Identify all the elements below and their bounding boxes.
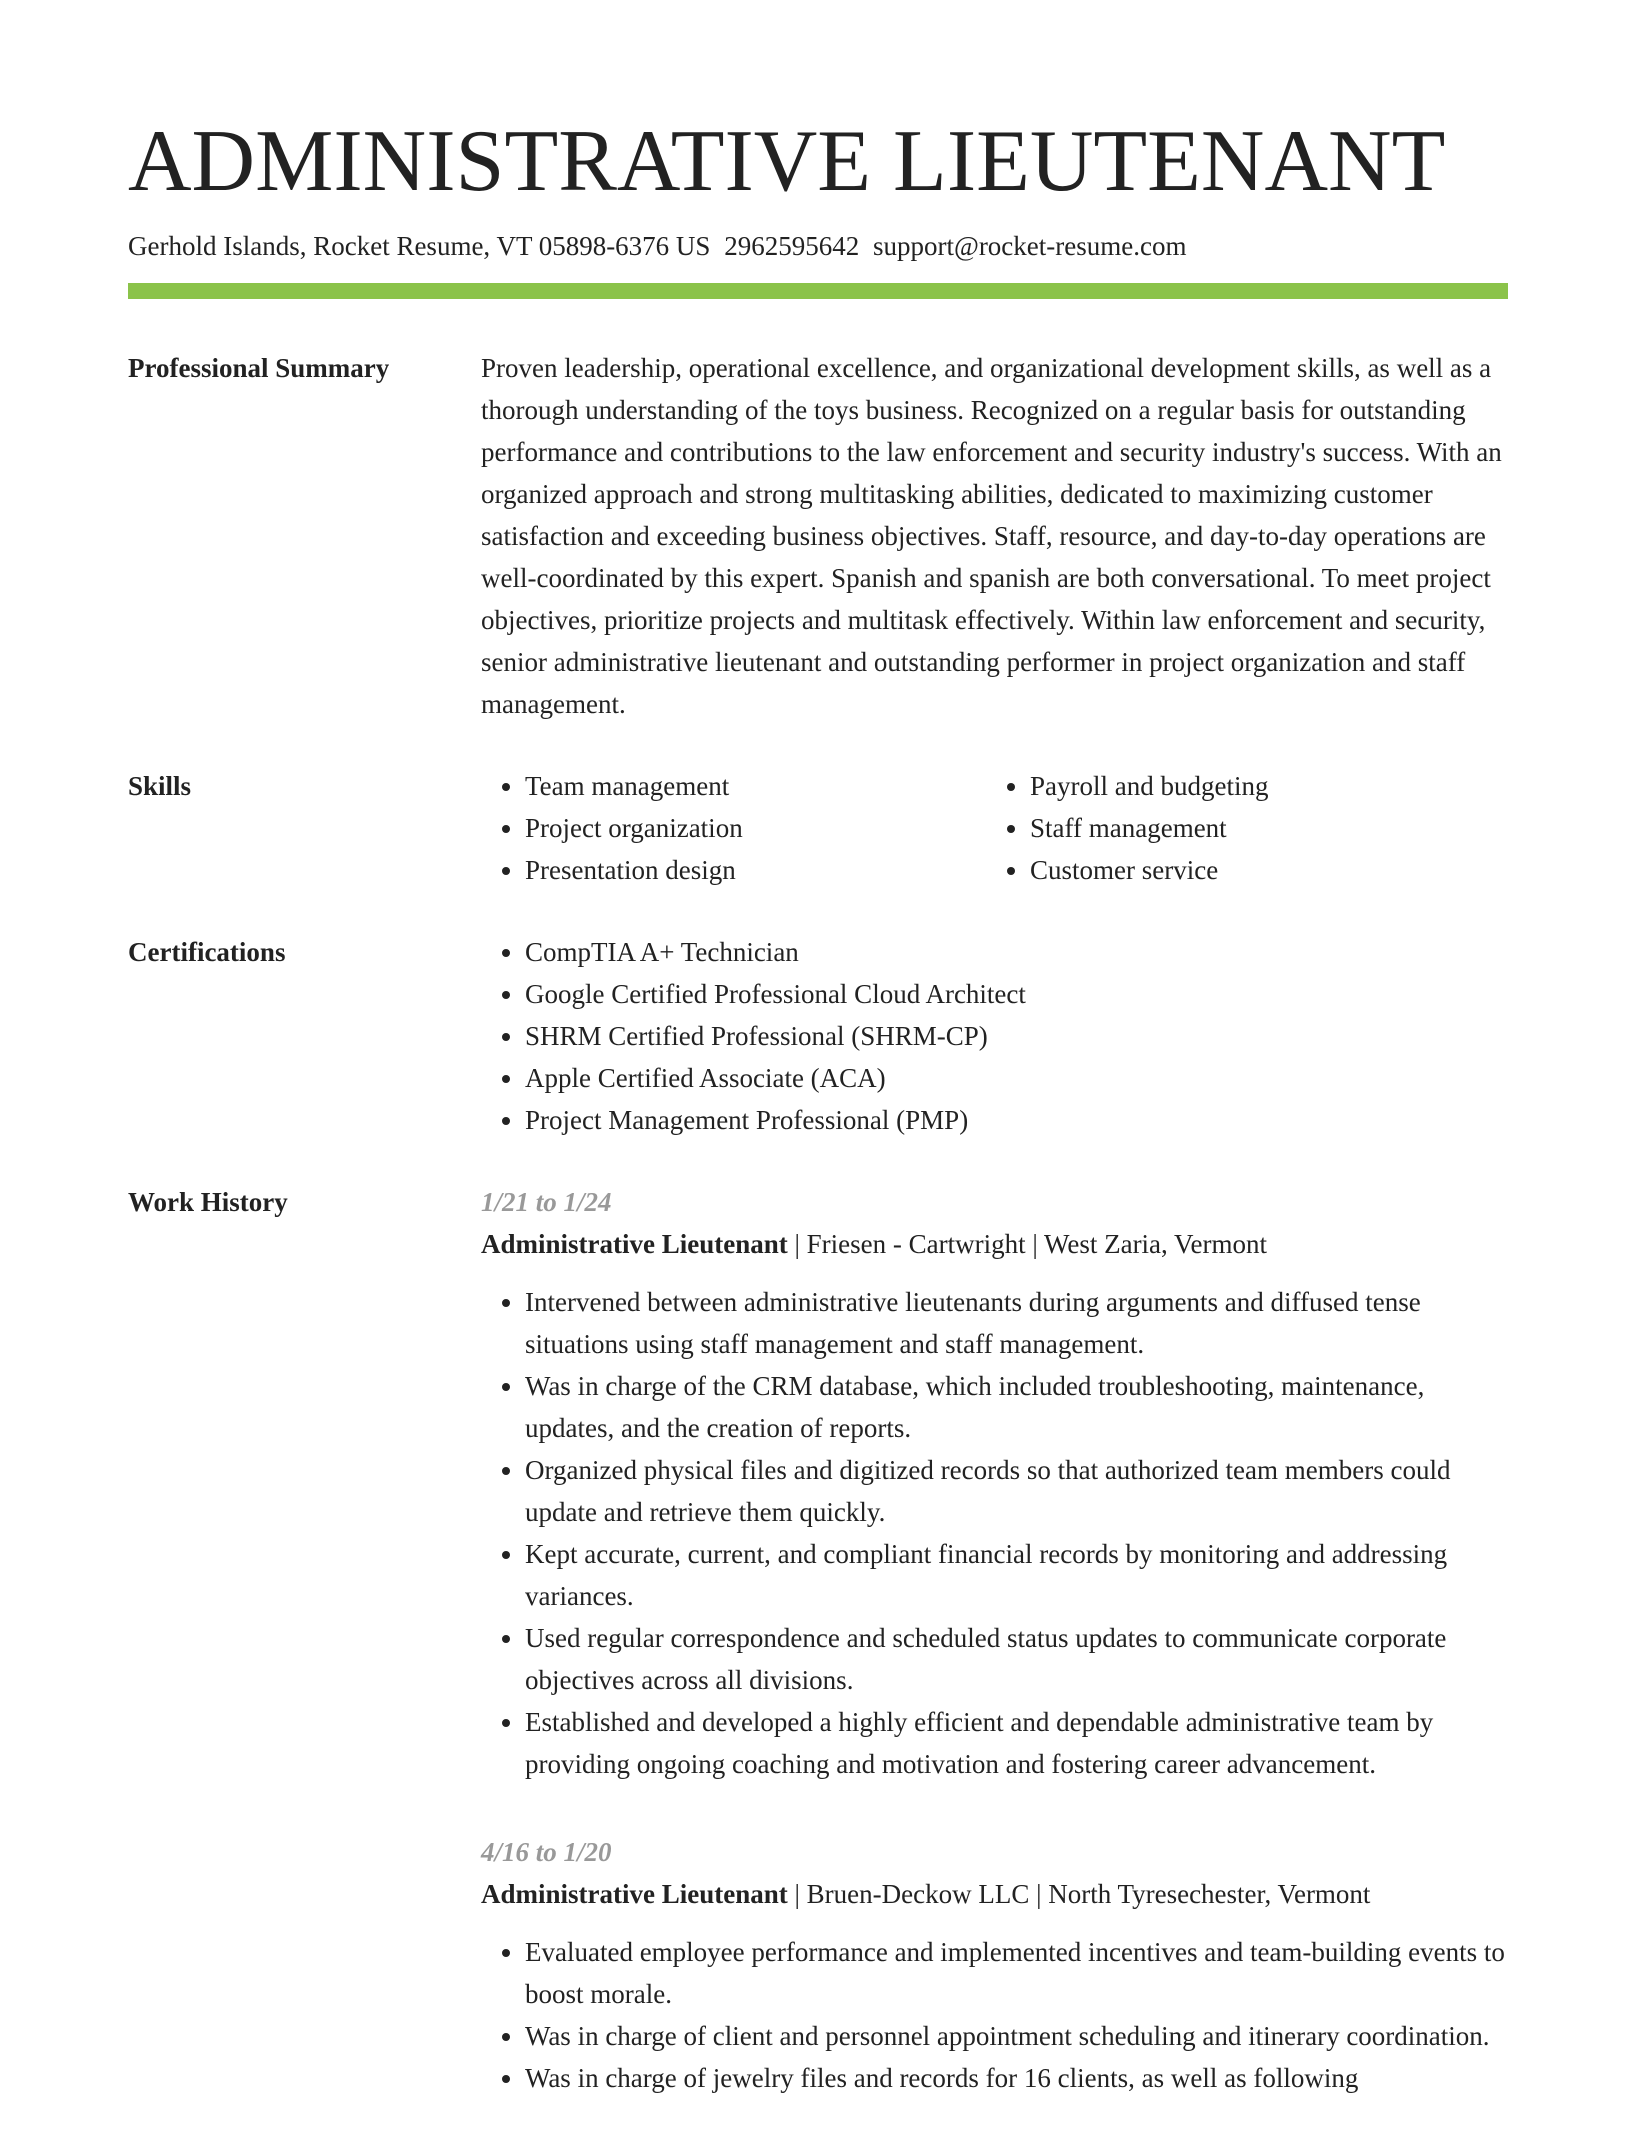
summary-body [481,347,1508,725]
job-bullet: • Established and developed a highly efficient and dependable administrative team by providing ongoing coaching and motivation and fostering career advancement. [525,1701,1508,1785]
skill-item: • Staff management [1030,807,1535,849]
section-skills [128,765,1508,891]
job-title: Administrative Lieutenant [481,1879,788,1910]
contact-line [128,230,1508,262]
certification-item: • Google Certified Professional Cloud Architect [525,973,1508,1015]
summary-text: Proven leadership, operational excellence, and organizational development skills, as well as a thorough understanding of the toys business. Recognized on a regular basis for outstanding performance and contributions to the law enforcement and security industry's success. With an organized approach and strong multitasking abilities, dedicated to maximizing customer satisfaction and exceeding business objectives. Staff, resource, and day-to-day operations are well-coordinated by this expert. Spanish and spanish are both conversational. To meet project objectives, prioritize projects and multitask effectively. Within law enforcement and security, senior administrative lieutenant and outstanding performer in project organization and staff management. [481,353,1502,720]
skill-item: • Presentation design [525,849,1030,891]
skills-list [481,765,1535,891]
job-dates: 1/21 to 1/24 [481,1187,612,1218]
section-label-certifications: Certifications [128,937,286,968]
certification-item: • Project Management Professional (PMP) [525,1099,1508,1141]
job-bullet: • Organized physical files and digitized records so that authorized team members could update and retrieve them quickly. [525,1449,1508,1533]
certification-item: • Apple Certified Associate (ACA) [525,1057,1508,1099]
job-dates: 4/16 to 1/20 [481,1837,612,1868]
certifications-body [481,931,1508,1141]
contact-address: Gerhold Islands, Rocket Resume, VT 05898-6376 US [128,231,711,261]
skill-item: • Payroll and budgeting [1030,765,1535,807]
job-title-line [481,1223,1508,1265]
resume-page [128,113,1508,2145]
section-certifications [128,931,1508,1141]
skill-item: • Project organization [525,807,1030,849]
certification-item: • SHRM Certified Professional (SHRM-CP) [525,1015,1508,1057]
job-bullet: • Was in charge of the CRM database, which included troubleshooting, maintenance, updates, and the creation of reports. [525,1365,1508,1449]
section-label-summary: Professional Summary [128,353,390,384]
job-bullets [481,1281,1508,1785]
job-bullet: • Was in charge of client and personnel appointment scheduling and itinerary coordination. [525,2015,1508,2057]
section-work-history [128,1181,1508,2145]
job-entry [481,1831,1508,2099]
job-title: Administrative Lieutenant [481,1229,788,1260]
header-divider [128,283,1508,299]
skills-body [481,765,1535,891]
contact-phone: 2962595642 [724,231,860,261]
job-details: | Bruen-Deckow LLC | North Tyresechester, Vermont [794,1879,1371,1910]
work-history-body [481,1181,1508,2145]
section-label-skills: Skills [128,771,192,802]
section-summary [128,347,1508,725]
job-title-line [481,1873,1508,1915]
job-bullet: • Evaluated employee performance and implemented incentives and team-building events to boost morale. [525,1931,1508,2015]
job-bullet: • Kept accurate, current, and compliant financial records by monitoring and addressing variances. [525,1533,1508,1617]
job-entry [481,1181,1508,1785]
job-bullet: • Was in charge of jewelry files and records for 16 clients, as well as following [525,2057,1508,2099]
job-bullet: • Used regular correspondence and scheduled status updates to communicate corporate objectives across all divisions. [525,1617,1508,1701]
skill-item: • Customer service [1030,849,1535,891]
resume-name: ADMINISTRATIVE LIEUTENANT [128,113,1446,210]
job-bullets [481,1931,1508,2099]
job-details: | Friesen - Cartwright | West Zaria, Vermont [794,1229,1268,1260]
contact-email: support@rocket-resume.com [872,231,1187,261]
job-bullet: • Intervened between administrative lieutenants during arguments and diffused tense situations using staff management and staff management. [525,1281,1508,1365]
certification-item: • CompTIA A+ Technician [525,931,1508,973]
certifications-list [481,931,1508,1141]
section-label-work-history: Work History [128,1187,288,1218]
skill-item: • Team management [525,765,1030,807]
